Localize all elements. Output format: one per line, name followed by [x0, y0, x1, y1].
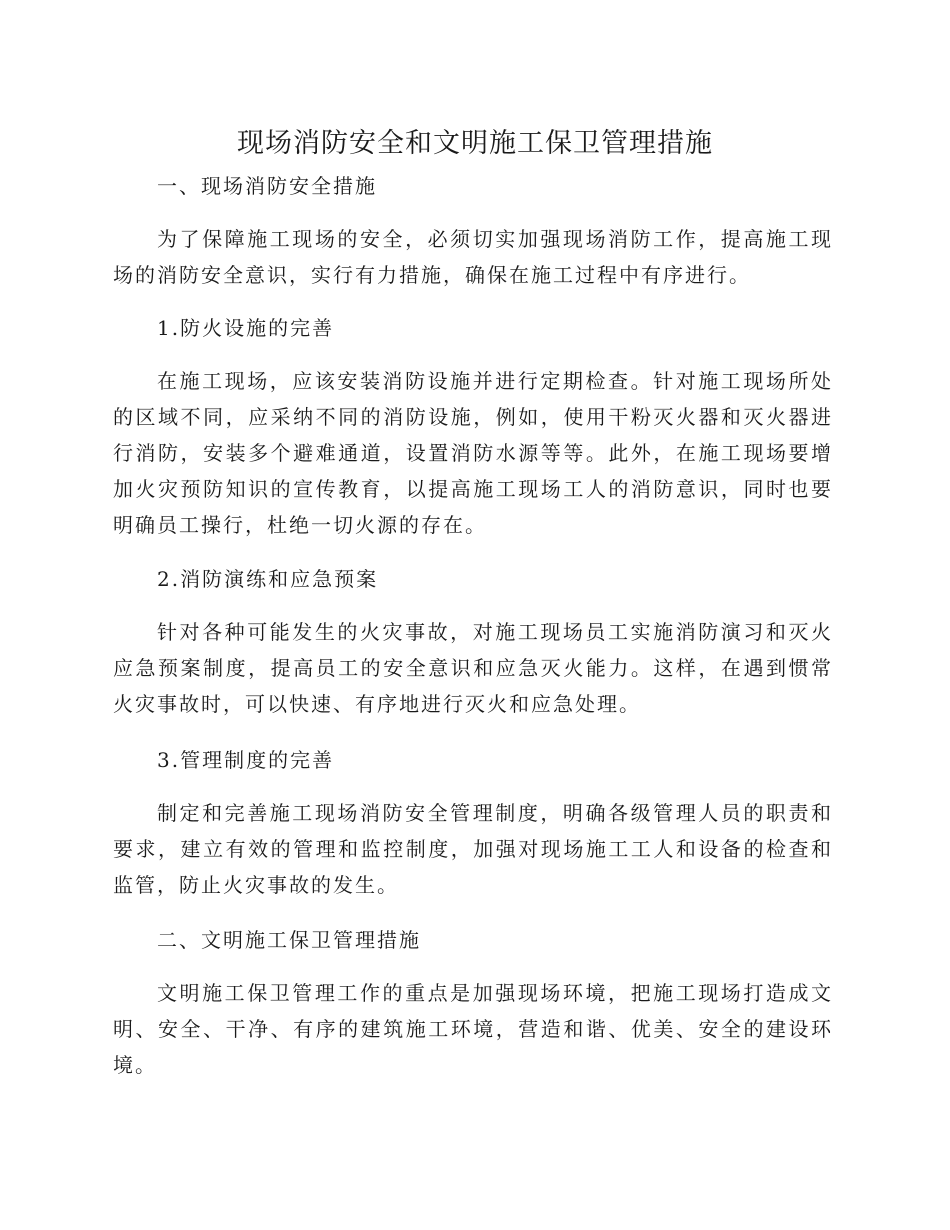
subsection-1-body: 在施工现场，应该安装消防设施并进行定期检查。针对施工现场所处的区域不同，应采纳不同的消防设施，例如，使用干粉灭火器和灭火器进行消防，安装多个避难通道，设置消防水源等等。此外，在施工现场要增加火灾预防知识的宣传教育，以提高施工现场工人的消防意识，同时也要明确员工操行，杜绝一切火源的存在。 [113, 369, 833, 537]
section-1-intro: 为了保障施工现场的安全，必须切实加强现场消防工作，提高施工现场的消防安全意识，实行有力措施，确保在施工过程中有序进行。 [113, 227, 833, 287]
subsection-3-body: 制定和完善施工现场消防安全管理制度，明确各级管理人员的职责和要求，建立有效的管理和监控制度，加强对现场施工工人和设备的检查和监管，防止火灾事故的发生。 [113, 801, 833, 897]
document-title: 现场消防安全和文明施工保卫管理措施 [237, 128, 713, 159]
section-2-intro: 文明施工保卫管理工作的重点是加强现场环境，把施工现场打造成文明、安全、干净、有序的建筑施工环境，营造和谐、优美、安全的建设环境。 [113, 981, 833, 1077]
section-2-heading: 二、文明施工保卫管理措施 [157, 928, 421, 952]
subsection-2-heading: 2.消防演练和应急预案 [157, 567, 379, 591]
subsection-1-heading: 1.防火设施的完善 [157, 316, 335, 340]
section-1-heading: 一、现场消防安全措施 [157, 174, 377, 198]
subsection-2-body: 针对各种可能发生的火灾事故，对施工现场员工实施消防演习和灭火应急预案制度，提高员工的安全意识和应急灭火能力。这样，在遇到惯常火灾事故时，可以快速、有序地进行灭火和应急处理。 [113, 620, 833, 716]
subsection-3-heading: 3.管理制度的完善 [157, 748, 335, 772]
